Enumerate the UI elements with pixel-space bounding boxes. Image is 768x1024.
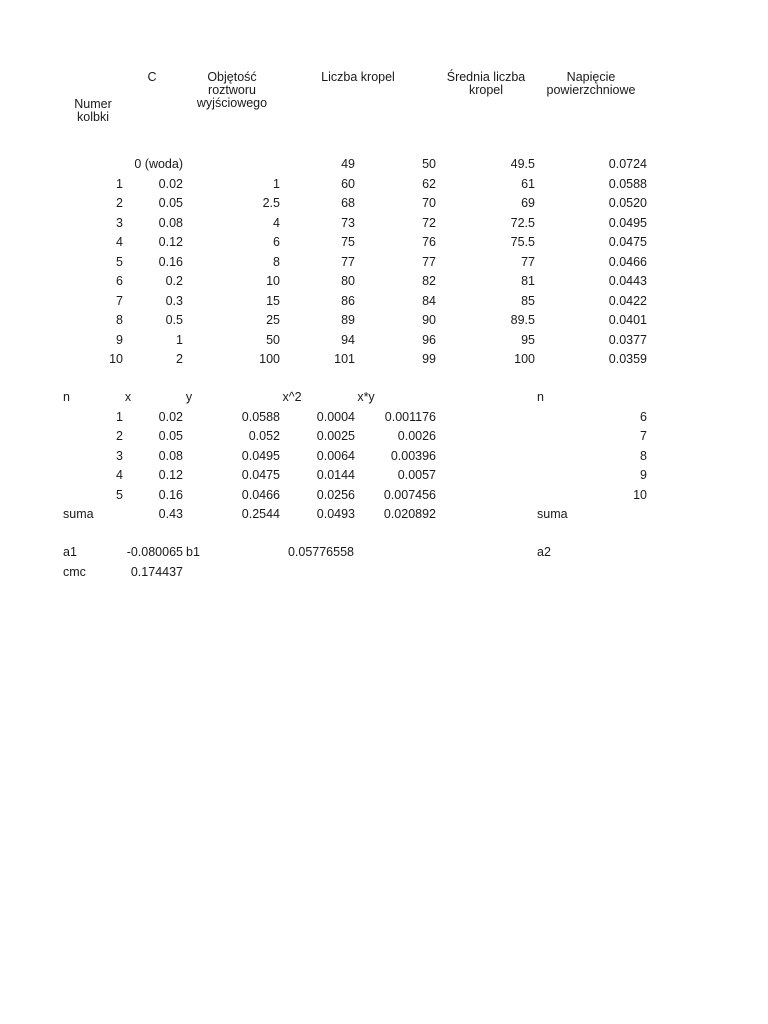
reg-cell-y: 0.0475: [241, 468, 280, 482]
reg-cell-x2: 0.0025: [316, 429, 355, 443]
main-cell-s: 0.0520: [608, 196, 647, 210]
main-cell-v: 15: [266, 293, 280, 308]
main-cell-avg: 95: [521, 332, 535, 347]
main-cell-n: 10: [109, 352, 123, 366]
reg-cell-n: 5: [116, 487, 123, 502]
main-cell-s: 0.0377: [608, 332, 647, 347]
main-cell-k1: 73: [341, 215, 355, 230]
reg-cell-x: 0.16: [158, 487, 183, 502]
cmc-label: cmc: [63, 565, 86, 579]
main-cell-k2: 82: [422, 274, 436, 288]
main-cell-n: 8: [116, 313, 123, 327]
reg-cell-xy: 0.007456: [383, 487, 436, 502]
main-cell-c: 0.2: [165, 274, 183, 288]
header-numer-kolbki: Numer kolbki: [74, 97, 112, 124]
main-cell-s: 0.0475: [608, 235, 647, 249]
main-cell-k1: 60: [341, 176, 355, 191]
sum-xy: 0.020892: [383, 507, 436, 521]
main-cell-s: 0.0359: [608, 352, 647, 366]
reg-cell-x2: 0.0064: [316, 448, 355, 463]
main-cell-k2: 72: [422, 215, 436, 230]
reg-cell-n2: 7: [640, 429, 647, 443]
main-cell-k2: 70: [422, 196, 436, 210]
main-cell-k1: 94: [341, 332, 355, 347]
main-cell-avg: 81: [521, 274, 535, 288]
main-cell-v: 4: [273, 215, 280, 230]
reg-cell-n2: 8: [640, 448, 647, 463]
a2-label: a2: [537, 545, 551, 559]
b1-label: b1: [186, 545, 200, 559]
main-cell-c: 0.16: [158, 254, 183, 269]
reg-cell-n: 2: [116, 429, 123, 443]
reg-cell-x: 0.12: [158, 468, 183, 482]
reg-cell-x: 0.08: [158, 448, 183, 463]
main-cell-c: 0.02: [158, 176, 183, 191]
reg-cell-n2: 6: [640, 409, 647, 424]
main-cell-n: 3: [116, 215, 123, 230]
main-cell-c: 0.12: [158, 235, 183, 249]
reg-cell-y: 0.0588: [241, 409, 280, 424]
main-cell-k2: 50: [422, 157, 436, 171]
reg-cell-y: 0.052: [248, 429, 280, 443]
main-cell-k2: 62: [422, 176, 436, 191]
reg-cell-xy: 0.00396: [390, 448, 436, 463]
reg-header-x2: x^2: [282, 390, 302, 404]
header-napiecie: Napięcie powierzchniowe: [546, 70, 636, 97]
sum-label: suma: [63, 507, 94, 521]
main-cell-n: 7: [116, 293, 123, 308]
header-objetosc: Objętość roztworu wyjściowego: [196, 70, 268, 110]
main-cell-s: 0.0466: [608, 254, 647, 269]
sum-x: 0.43: [158, 507, 183, 521]
main-cell-n: 5: [116, 254, 123, 269]
main-cell-k1: 89: [341, 313, 355, 327]
cmc-value: 0.174437: [130, 565, 183, 579]
reg-cell-n: 4: [116, 468, 123, 482]
main-cell-s: 0.0422: [608, 293, 647, 308]
main-cell-avg: 61: [521, 176, 535, 191]
main-cell-k2: 90: [422, 313, 436, 327]
reg-cell-y: 0.0495: [241, 448, 280, 463]
main-cell-v: 8: [273, 254, 280, 269]
a1-label: a1: [63, 545, 77, 559]
main-cell-c: 0.05: [158, 196, 183, 210]
main-cell-v: 1: [273, 176, 280, 191]
main-cell-avg: 72.5: [510, 215, 535, 230]
reg-cell-xy: 0.0057: [397, 468, 436, 482]
main-cell-k1: 80: [341, 274, 355, 288]
main-cell-c: 0 (woda): [134, 157, 183, 171]
reg-cell-y: 0.0466: [241, 487, 280, 502]
main-cell-c: 0.5: [165, 313, 183, 327]
main-cell-v: 2.5: [262, 196, 280, 210]
header-liczba-kropel: Liczba kropel: [321, 70, 395, 84]
reg-cell-x: 0.02: [158, 409, 183, 424]
reg-header-y: y: [185, 390, 193, 404]
main-cell-c: 0.08: [158, 215, 183, 230]
a1-value: -0.080065: [126, 545, 183, 559]
main-cell-c: 0.3: [165, 293, 183, 308]
main-cell-avg: 75.5: [510, 235, 535, 249]
main-cell-avg: 100: [514, 352, 535, 366]
reg-cell-n2: 9: [640, 468, 647, 482]
reg-header-n2: n: [537, 390, 544, 404]
main-cell-s: 0.0495: [608, 215, 647, 230]
main-cell-c: 2: [176, 352, 183, 366]
reg-header-x: x: [124, 390, 132, 404]
main-cell-s: 0.0401: [608, 313, 647, 327]
main-cell-n: 4: [116, 235, 123, 249]
main-cell-k2: 96: [422, 332, 436, 347]
main-cell-k1: 77: [341, 254, 355, 269]
reg-cell-x: 0.05: [158, 429, 183, 443]
main-cell-n: 1: [116, 176, 123, 191]
main-cell-avg: 89.5: [510, 313, 535, 327]
reg-cell-x2: 0.0256: [316, 487, 355, 502]
reg-cell-n2: 10: [633, 487, 647, 502]
main-cell-avg: 85: [521, 293, 535, 308]
main-cell-c: 1: [176, 332, 183, 347]
main-cell-s: 0.0588: [608, 176, 647, 191]
main-cell-n: 9: [116, 332, 123, 347]
b1-value: 0.05776558: [287, 545, 354, 559]
sum-label-2: suma: [537, 507, 568, 521]
main-cell-n: 2: [116, 196, 123, 210]
main-cell-k1: 49: [341, 157, 355, 171]
main-cell-n: 6: [116, 274, 123, 288]
sum-y: 0.2544: [241, 507, 280, 521]
main-cell-s: 0.0724: [608, 157, 647, 171]
reg-header-xy: x*y: [357, 390, 375, 404]
main-cell-k2: 76: [422, 235, 436, 249]
reg-cell-x2: 0.0144: [316, 468, 355, 482]
reg-header-n: n: [63, 390, 70, 404]
main-cell-v: 6: [273, 235, 280, 249]
main-cell-k1: 75: [341, 235, 355, 249]
sum-x2: 0.0493: [316, 507, 355, 521]
main-cell-k2: 99: [422, 352, 436, 366]
reg-cell-n: 3: [116, 448, 123, 463]
reg-cell-n: 1: [116, 409, 123, 424]
main-cell-v: 50: [266, 332, 280, 347]
main-cell-avg: 49.5: [510, 157, 535, 171]
main-cell-k1: 86: [341, 293, 355, 308]
main-cell-s: 0.0443: [608, 274, 647, 288]
header-srednia: Średnia liczba kropel: [446, 70, 526, 97]
main-cell-v: 100: [259, 352, 280, 366]
reg-cell-x2: 0.0004: [316, 409, 355, 424]
main-cell-v: 10: [266, 274, 280, 288]
main-cell-k2: 77: [422, 254, 436, 269]
main-cell-k1: 68: [341, 196, 355, 210]
main-cell-v: 25: [266, 313, 280, 327]
main-cell-avg: 69: [521, 196, 535, 210]
main-cell-k2: 84: [422, 293, 436, 308]
reg-cell-xy: 0.0026: [397, 429, 436, 443]
reg-cell-xy: 0.001176: [384, 409, 436, 424]
main-cell-avg: 77: [521, 254, 535, 269]
header-c: C: [147, 70, 157, 84]
main-cell-k1: 101: [334, 352, 355, 366]
